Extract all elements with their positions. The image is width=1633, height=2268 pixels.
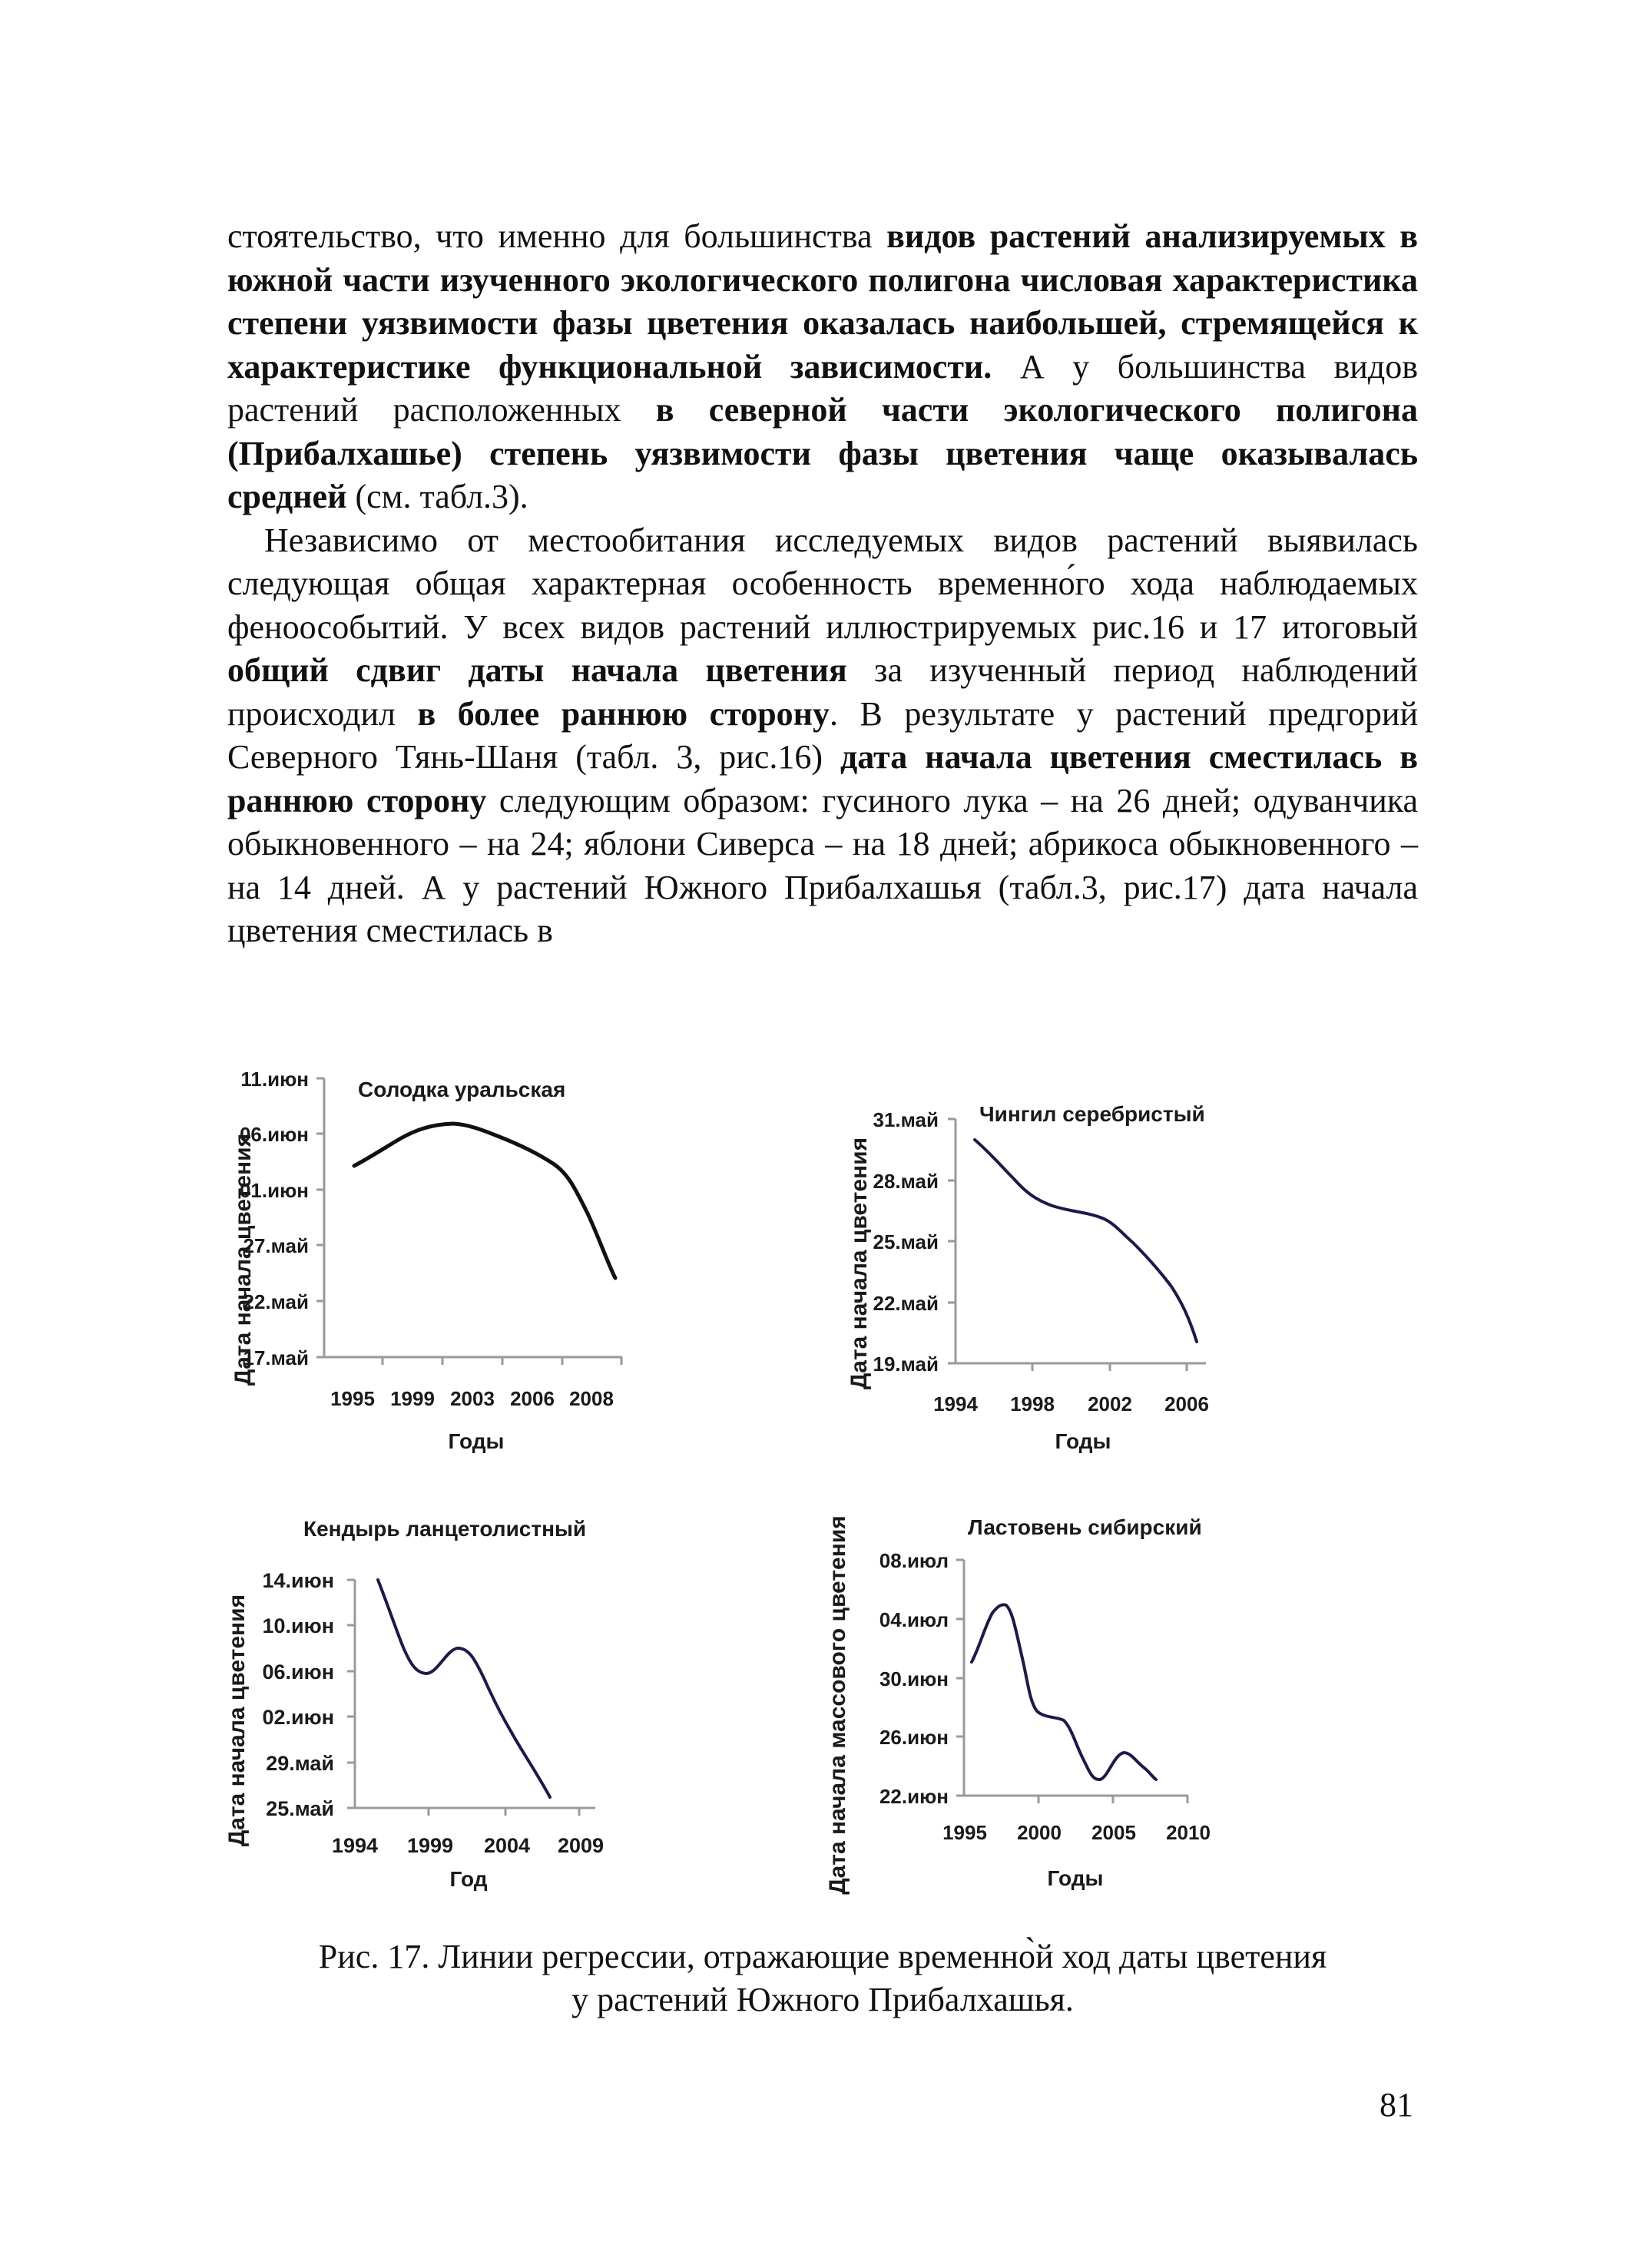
svg-text:19.май: 19.май [873,1353,939,1376]
chart-title: Чингил серебристый [979,1102,1205,1126]
svg-text:2010: 2010 [1166,1821,1211,1844]
y-tick-labels [263,1569,335,1820]
bold-text-run: общий сдвиг даты начала цветения [227,651,847,689]
chart-title: Кендырь ланцетолистный [303,1517,587,1541]
svg-text:2005: 2005 [1091,1821,1136,1844]
x-axis-label: Годы [448,1429,505,1453]
svg-text:1994: 1994 [331,1834,379,1857]
regression-line [975,1140,1197,1342]
x-axis-label: Годы [1055,1429,1111,1453]
regression-line [972,1604,1156,1780]
x-tick-labels [330,1387,614,1410]
text-run: за изученный период наблюдений происходил [227,651,1418,733]
chart-solodka [223,1060,791,1467]
text-run: стоятельство, что именно для большинства [227,217,887,255]
svg-text:2009: 2009 [557,1834,605,1857]
page-number: 81 [1380,2086,1413,2124]
svg-text:26.июн: 26.июн [879,1726,949,1749]
chart-solodka-svg [223,1060,791,1467]
y-axis-label: Дата начала цветения [846,1137,872,1390]
axes [316,1078,622,1365]
bold-text-run: в северной части экологического полигона (Прибалхашье) степень уязвимости фазы цветения чаще оказывалась средней [227,391,1418,515]
caption-line-1: Рис. 17. Линии регрессии, отражающие временно̀й ход даты цветения [318,1938,1327,1975]
text-run: Независимо от местообитания исследуемых видов растений выявилась следующая общая характерная особенность временно́го хода наблюдаемых феноособытий. У всех видов растений иллюстрируемых рис.16 и 17 итоговый [227,521,1418,646]
svg-text:2003: 2003 [450,1387,495,1410]
regression-line [378,1580,550,1797]
svg-text:10.июн: 10.июн [262,1614,334,1637]
svg-text:11.июн: 11.июн [240,1068,309,1091]
chart-chingil-svg [830,1060,1383,1459]
text-run: . В результате у растений предгорий Северного Тянь-Шаня (табл. 3, рис.16) [227,694,1418,776]
svg-text:2006: 2006 [510,1387,555,1410]
paragraph-1 [227,215,1418,519]
svg-text:1994: 1994 [933,1392,978,1415]
svg-text:06.июн: 06.июн [239,1123,309,1146]
svg-text:22.июн: 22.июн [879,1785,949,1808]
bold-text-run: дата начала цветения сместилась в раннюю сторону [227,738,1418,819]
text-run: А у большинства видов растений расположенных [227,347,1418,429]
svg-text:2000: 2000 [1017,1821,1062,1844]
svg-text:22.май: 22.май [243,1290,309,1313]
svg-text:28.май: 28.май [873,1170,939,1193]
chart-title: Солодка уральская [358,1078,566,1101]
svg-text:25.май: 25.май [266,1797,334,1820]
x-axis-label: Годы [1047,1866,1104,1890]
y-axis-label: Дата начала массового цветения [825,1515,850,1895]
chart-chingil [830,1060,1383,1459]
bold-text-run: в более раннюю сторону [417,694,830,733]
svg-text:1995: 1995 [330,1387,375,1410]
bold-text-run: видов растений анализируемых в южной части изученного экологического полигона числовая характеристика степени уязвимости фазы цветения оказалась наибольшей, стремящейся к характеристике функциональной зависимости. [227,217,1418,386]
svg-text:2002: 2002 [1088,1392,1132,1415]
svg-text:2006: 2006 [1164,1392,1209,1415]
svg-text:30.июн: 30.июн [879,1667,949,1690]
svg-text:04.июл: 04.июл [879,1608,949,1631]
svg-text:08.июл: 08.июл [879,1549,949,1572]
axes [347,1580,595,1816]
svg-text:27.май: 27.май [243,1234,309,1257]
axes [948,1119,1206,1371]
svg-text:1999: 1999 [390,1387,435,1410]
x-tick-labels [942,1821,1211,1844]
regression-line [354,1124,615,1278]
svg-text:31.май: 31.май [873,1108,939,1131]
x-tick-labels [933,1392,1209,1415]
paragraph-2 [227,519,1418,953]
axes [956,1560,1188,1803]
svg-text:06.июн: 06.июн [262,1660,334,1684]
figure-caption [227,1935,1418,2021]
y-tick-labels [879,1549,949,1808]
svg-text:2008: 2008 [569,1387,614,1410]
text-run: следующим образом: гусиного лука – на 26 дней; одуванчика обыкновенного – на 24; яблони Сиверса – на 18 дней; абрикоса обыкновенного – на 14 дней. А у растений Южного Прибалхашья (табл.3, рис.17) дата начала цветения сместилась в [227,781,1418,949]
svg-text:1998: 1998 [1010,1392,1055,1415]
y-axis-label: Дата начала цветения [224,1594,250,1847]
svg-text:25.май: 25.май [873,1230,939,1253]
svg-text:29.май: 29.май [266,1752,334,1775]
chart-kendyr-svg [215,1490,768,1905]
text-run: (см. табл.3). [346,478,528,515]
chart-lastoven-svg [814,1490,1413,1920]
svg-text:22.май: 22.май [873,1292,939,1315]
x-axis-label: Год [449,1867,488,1891]
chart-title: Ластовень сибирский [968,1515,1202,1539]
x-tick-labels [332,1834,604,1857]
svg-text:17.май: 17.май [243,1346,309,1369]
svg-text:14.июн: 14.июн [262,1569,334,1592]
chart-kendyr [215,1490,768,1905]
caption-line-2: у растений Южного Прибалхашья. [571,1981,1074,2018]
svg-text:2004: 2004 [483,1834,531,1857]
svg-text:01.июн: 01.июн [239,1179,309,1202]
chart-lastoven [814,1490,1413,1920]
y-axis-label: Дата начала цветения [230,1133,256,1386]
svg-text:1999: 1999 [406,1834,454,1857]
svg-text:1995: 1995 [942,1821,987,1844]
body-text [227,215,1418,953]
y-tick-labels [873,1108,939,1376]
svg-text:02.июн: 02.июн [262,1706,334,1729]
